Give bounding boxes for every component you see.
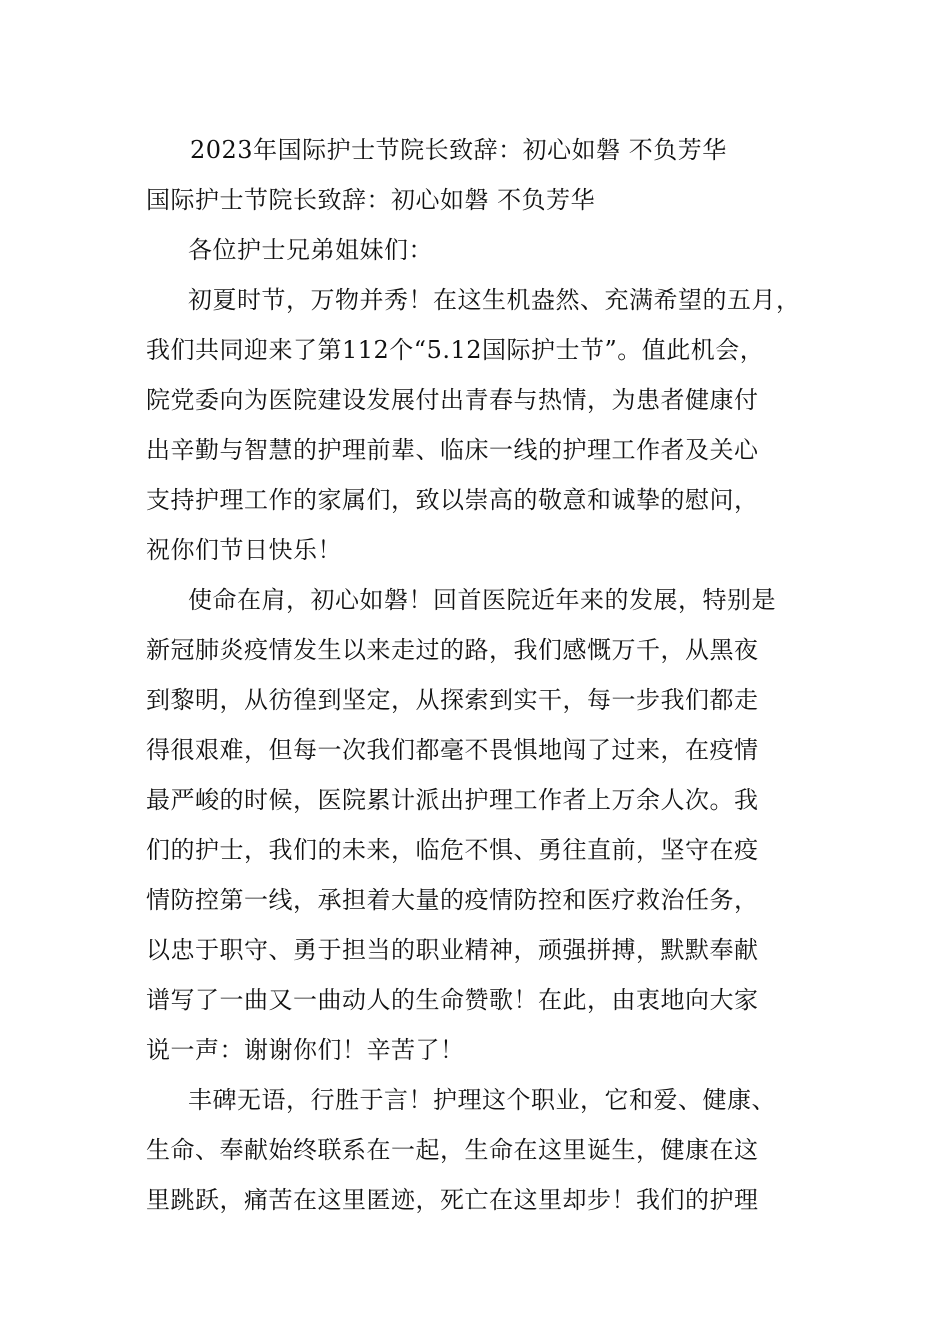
paragraph-line: 谱写了一曲又一曲动人的生命赞歌！在此，由衷地向大家 — [146, 986, 759, 1014]
paragraph-line: 得很艰难，但每一次我们都毫不畏惧地闯了过来，在疫情 — [146, 736, 759, 764]
paragraph-line: 初夏时节，万物并秀！在这生机盎然、充满希望的五月， — [188, 286, 801, 314]
paragraph-line: 使命在肩，初心如磐！回首医院近年来的发展，特别是 — [188, 586, 776, 614]
paragraph-line: 最严峻的时候，医院累计派出护理工作者上万余人次。我 — [146, 786, 759, 814]
paragraph-line: 院党委向为医院建设发展付出青春与热情，为患者健康付 — [146, 386, 759, 414]
paragraph-line: 们的护士，我们的未来，临危不惧、勇往直前，坚守在疫 — [146, 836, 759, 864]
paragraph-line: 支持护理工作的家属们，致以崇高的敬意和诚挚的慰问， — [146, 486, 759, 514]
paragraph-line: 以忠于职守、勇于担当的职业精神，顽强拼搏，默默奉献 — [146, 936, 759, 964]
paragraph-line: 出辛勤与智慧的护理前辈、临床一线的护理工作者及关心 — [146, 436, 759, 464]
paragraph-line: 说一声：谢谢你们！辛苦了！ — [146, 1036, 465, 1064]
paragraph-line: 祝你们节日快乐！ — [146, 536, 342, 564]
paragraph-line: 丰碑无语，行胜于言！护理这个职业，它和爱、健康、 — [188, 1086, 776, 1114]
paragraph-line: 情防控第一线，承担着大量的疫情防控和医疗救治任务， — [146, 886, 759, 914]
paragraph-line: 我们共同迎来了第112个“5.12国际护士节”。值此机会， — [146, 336, 765, 364]
paragraph-line: 新冠肺炎疫情发生以来走过的路，我们感慨万千，从黑夜 — [146, 636, 759, 664]
document-subtitle: 国际护士节院长致辞：初心如磐 不负芳华 — [146, 186, 596, 214]
paragraph-line: 里跳跃，痛苦在这里匿迹，死亡在这里却步！我们的护理 — [146, 1186, 759, 1214]
greeting-line: 各位护士兄弟姐妹们： — [188, 236, 433, 264]
paragraph-line: 生命、奉献始终联系在一起，生命在这里诞生，健康在这 — [146, 1136, 759, 1164]
document-title: 2023年国际护士节院长致辞：初心如磐 不负芳华 — [190, 136, 727, 164]
paragraph-line: 到黎明，从彷徨到坚定，从探索到实干，每一步我们都走 — [146, 686, 759, 714]
